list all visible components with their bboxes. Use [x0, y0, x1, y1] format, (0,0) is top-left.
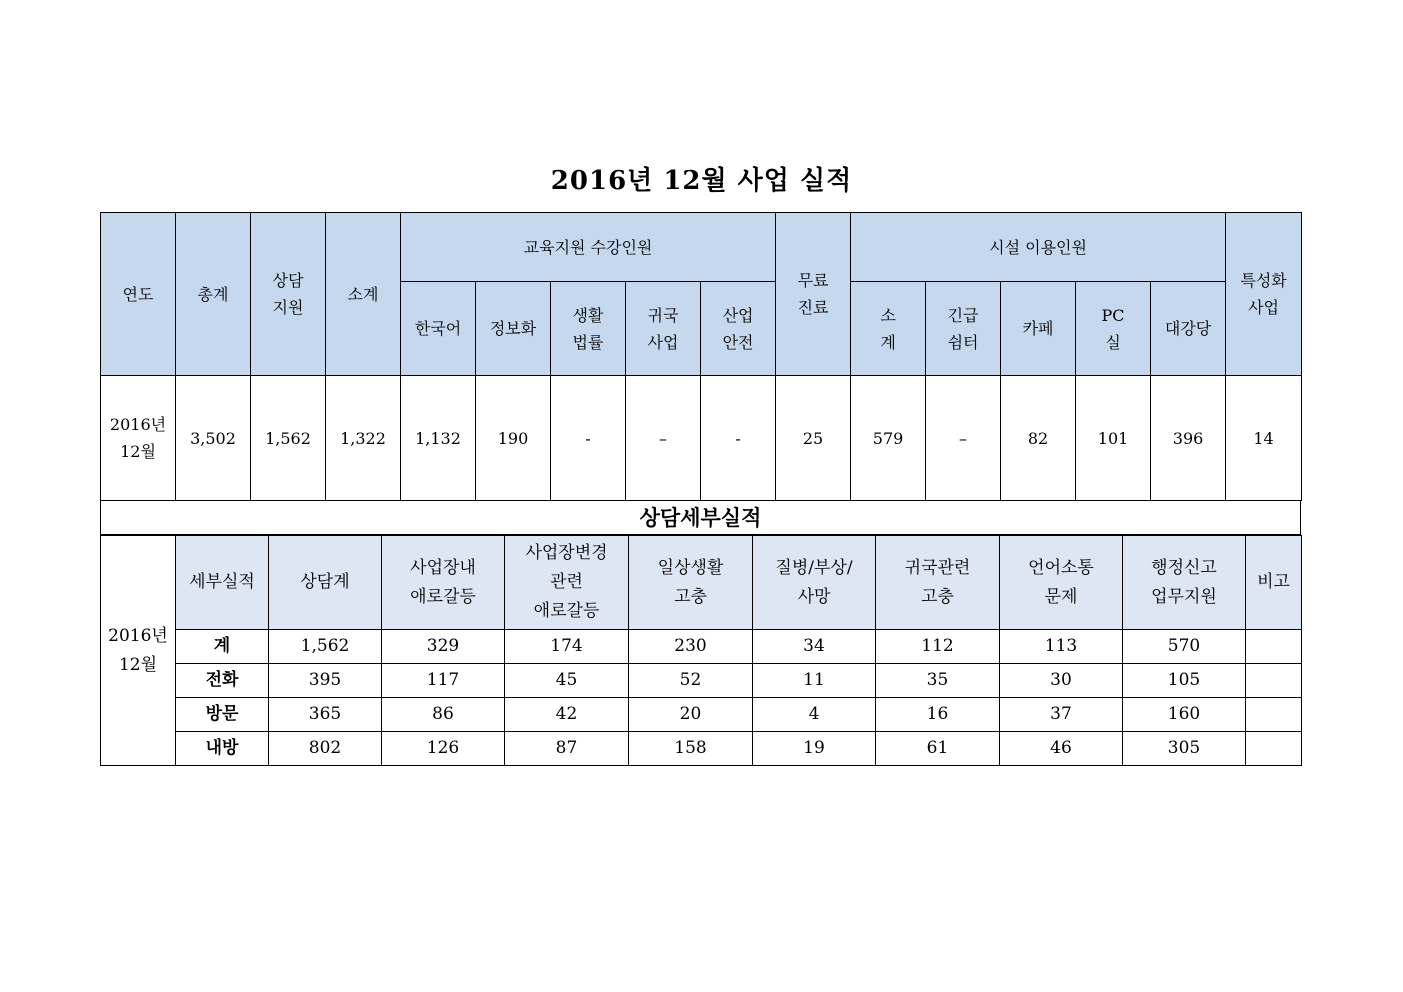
- table-cell: 46: [1000, 732, 1123, 766]
- detail-header-note-line1: 비고: [1257, 572, 1290, 592]
- header-free-clinic-line2: 진료: [797, 298, 829, 317]
- cell-facility-subtotal: 579: [851, 376, 926, 501]
- header-counsel-line2: 지원: [272, 298, 304, 317]
- header-counsel: [251, 213, 326, 376]
- table-cell: 1,562: [269, 630, 382, 664]
- detail-header-workplace-change-line3: 애로갈등: [533, 601, 600, 621]
- table-cell: 4: [753, 698, 876, 732]
- cell-cafe: 82: [1001, 376, 1076, 501]
- table-cell: 112: [876, 630, 1000, 664]
- header-law: [551, 282, 626, 376]
- cell-special: 14: [1226, 376, 1302, 501]
- detail-header-workplace-conflict-line1: 사업장내: [410, 557, 476, 578]
- table-cell: 19: [753, 732, 876, 766]
- cell-pc: 101: [1076, 376, 1151, 501]
- cell-clinic: 25: [776, 376, 851, 501]
- table-cell: 174: [505, 630, 629, 664]
- cell-subtotal: 1,322: [326, 376, 401, 501]
- table-cell: 30: [1000, 664, 1123, 698]
- detail-header-language: [1000, 536, 1123, 630]
- header-special-line2: 사업: [1248, 298, 1279, 317]
- detail-header-note: [1246, 536, 1302, 630]
- header-shelter-line1: 긴급: [947, 305, 979, 325]
- table-cell: [1246, 698, 1302, 732]
- table-cell: 160: [1123, 698, 1246, 732]
- table-cell: 365: [269, 698, 382, 732]
- detail-header-daily-life-line2: 고충: [674, 586, 707, 607]
- table-cell: 395: [269, 664, 382, 698]
- detail-header-workplace-change-line1: 사업장변경: [525, 543, 608, 563]
- detail-header-category: [176, 536, 269, 630]
- detail-header-language-line2: 문제: [1044, 586, 1078, 607]
- table-cell: 34: [753, 630, 876, 664]
- header-shelter-line2: 쉼터: [947, 332, 979, 352]
- table-cell: 113: [1000, 630, 1123, 664]
- detail-header-total: [269, 536, 382, 630]
- header-subtotal: 소계: [326, 213, 401, 376]
- header-free-clinic-line1: 무료: [797, 271, 829, 290]
- table-row: [101, 698, 1302, 732]
- header-hall: [1151, 282, 1226, 376]
- header-law-line1: 생활: [572, 305, 604, 325]
- header-shelter: [926, 282, 1001, 376]
- summary-table: [100, 212, 1302, 501]
- header-special-line1: 특성화: [1240, 271, 1287, 290]
- detail-header-total-line1: 상담계: [300, 572, 350, 592]
- header-free-clinic: [776, 213, 851, 376]
- header-korean: [401, 282, 476, 376]
- detail-header-illness: [753, 536, 876, 630]
- detail-header-admin-line2: 업무지원: [1151, 586, 1217, 607]
- table-cell: 87: [505, 732, 629, 766]
- header-total: 총계: [176, 213, 251, 376]
- table-row: [101, 664, 1302, 698]
- table-cell: 117: [382, 664, 505, 698]
- detail-header-illness-line1: 질병/부상/: [775, 557, 853, 578]
- row-label: 방문: [176, 698, 269, 732]
- row-label: 내방: [176, 732, 269, 766]
- detail-header-workplace-conflict: [382, 536, 505, 630]
- table-cell: 37: [1000, 698, 1123, 732]
- detail-header-daily-life: [629, 536, 753, 630]
- cell-it: 190: [476, 376, 551, 501]
- header-pc-line1: PC: [1101, 305, 1125, 325]
- detail-header-daily-life-line1: 일상생활: [657, 557, 724, 578]
- header-return: [626, 282, 701, 376]
- row-label: 계: [176, 630, 269, 664]
- header-facility-subtotal: [851, 282, 926, 376]
- header-facility-group: 시설 이용인원: [851, 213, 1226, 282]
- table-cell: 329: [382, 630, 505, 664]
- cell-shelter: –: [926, 376, 1001, 501]
- table-cell: [1246, 630, 1302, 664]
- header-year: 연도: [101, 213, 176, 376]
- header-facility-subtotal-line1: 소: [880, 305, 896, 325]
- header-pc-line2: 실: [1105, 332, 1121, 352]
- row-label: 전화: [176, 664, 269, 698]
- table-row: [101, 732, 1302, 766]
- table-cell: 105: [1123, 664, 1246, 698]
- detail-header-workplace-change-line2: 관련: [550, 572, 583, 592]
- table-cell: [1246, 732, 1302, 766]
- detail-year: [101, 536, 176, 766]
- cell-year: [101, 376, 176, 501]
- detail-header-return-related-line1: 귀국관련: [904, 557, 971, 578]
- table-cell: 61: [876, 732, 1000, 766]
- header-it: [476, 282, 551, 376]
- header-korean-line1: 한국어: [414, 319, 462, 338]
- header-return-line1: 귀국: [647, 305, 679, 325]
- detail-header-return-related-line2: 고충: [921, 586, 954, 607]
- header-cafe-line1: 카페: [1022, 319, 1054, 338]
- header-law-line2: 법률: [572, 332, 604, 352]
- table-row: [101, 630, 1302, 664]
- table-cell: 230: [629, 630, 753, 664]
- header-cafe: [1001, 282, 1076, 376]
- header-safety-line1: 산업: [722, 305, 754, 325]
- header-safety: [701, 282, 776, 376]
- header-education-group: 교육지원 수강인원: [401, 213, 776, 282]
- header-pc: [1076, 282, 1151, 376]
- detail-year-line2: 12월: [118, 654, 158, 675]
- table-cell: 11: [753, 664, 876, 698]
- detail-header-language-line1: 언어소통: [1028, 557, 1094, 578]
- header-safety-line2: 안전: [722, 332, 754, 352]
- cell-safety: -: [701, 376, 776, 501]
- detail-header-return-related: [876, 536, 1000, 630]
- detail-header-illness-line2: 사망: [797, 586, 831, 607]
- table-cell: 16: [876, 698, 1000, 732]
- cell-year-line1: 2016년: [109, 415, 167, 434]
- cell-return: –: [626, 376, 701, 501]
- cell-hall: 396: [1151, 376, 1226, 501]
- cell-korean: 1,132: [401, 376, 476, 501]
- header-it-line1: 정보화: [489, 319, 537, 338]
- header-counsel-line1: 상담: [272, 271, 304, 290]
- cell-total: 3,502: [176, 376, 251, 501]
- table-cell: 42: [505, 698, 629, 732]
- table-cell: 20: [629, 698, 753, 732]
- table-cell: 35: [876, 664, 1000, 698]
- detail-header-workplace-conflict-line2: 애로갈등: [410, 586, 476, 607]
- detail-table: [100, 535, 1302, 766]
- summary-data-row: [101, 376, 1302, 501]
- cell-counsel: 1,562: [251, 376, 326, 501]
- table-cell: 802: [269, 732, 382, 766]
- table-cell: 45: [505, 664, 629, 698]
- table-cell: 570: [1123, 630, 1246, 664]
- detail-title: 상담세부실적: [100, 501, 1301, 535]
- table-cell: 86: [382, 698, 505, 732]
- header-facility-subtotal-line2: 계: [880, 332, 896, 352]
- cell-law: -: [551, 376, 626, 501]
- detail-header-category-line1: 세부실적: [189, 572, 255, 592]
- detail-year-line1: 2016년: [108, 625, 168, 646]
- detail-section: [100, 501, 1301, 766]
- table-cell: 158: [629, 732, 753, 766]
- page-title: 2016년 12월 사업 실적: [550, 166, 853, 196]
- table-cell: 305: [1123, 732, 1246, 766]
- table-cell: 52: [629, 664, 753, 698]
- header-special: [1226, 213, 1302, 376]
- detail-header-workplace-change: [505, 536, 629, 630]
- table-cell: [1246, 664, 1302, 698]
- cell-year-line2: 12월: [120, 442, 156, 461]
- header-return-line2: 사업: [647, 332, 679, 352]
- table-cell: 126: [382, 732, 505, 766]
- header-hall-line1: 대강당: [1164, 319, 1212, 338]
- detail-header-admin-line1: 행정신고: [1151, 557, 1217, 578]
- detail-header-admin: [1123, 536, 1246, 630]
